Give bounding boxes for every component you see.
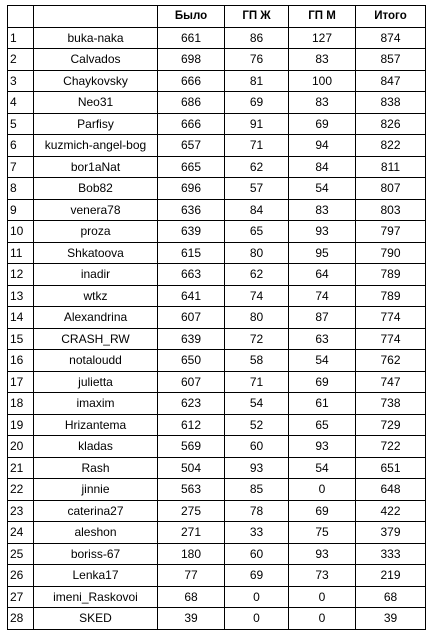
cell-gp-m: 69 — [289, 113, 356, 135]
cell-num: 16 — [8, 350, 34, 372]
cell-num: 25 — [8, 543, 34, 565]
table-row — [8, 242, 426, 264]
cell-total: 648 — [356, 479, 426, 501]
table-row — [8, 307, 426, 329]
cell-total: 811 — [356, 156, 426, 178]
table-row — [8, 70, 426, 92]
table-row — [8, 414, 426, 436]
cell-total: 789 — [356, 285, 426, 307]
table-row — [8, 221, 426, 243]
cell-gp-zh: 54 — [225, 393, 289, 415]
cell-gp-zh: 72 — [225, 328, 289, 350]
cell-num: 23 — [8, 500, 34, 522]
cell-gp-zh: 69 — [225, 565, 289, 587]
cell-was: 68 — [158, 586, 225, 608]
cell-num: 8 — [8, 178, 34, 200]
table-row — [8, 565, 426, 587]
cell-gp-m: 93 — [289, 221, 356, 243]
cell-name: Neo31 — [34, 92, 158, 114]
cell-gp-zh: 52 — [225, 414, 289, 436]
cell-gp-m: 54 — [289, 457, 356, 479]
cell-name: Lenka17 — [34, 565, 158, 587]
cell-total: 729 — [356, 414, 426, 436]
cell-was: 504 — [158, 457, 225, 479]
cell-total: 747 — [356, 371, 426, 393]
cell-was: 623 — [158, 393, 225, 415]
cell-total: 422 — [356, 500, 426, 522]
cell-gp-zh: 86 — [225, 27, 289, 49]
cell-total: 68 — [356, 586, 426, 608]
cell-was: 657 — [158, 135, 225, 157]
cell-total: 774 — [356, 307, 426, 329]
cell-gp-zh: 58 — [225, 350, 289, 372]
cell-total: 838 — [356, 92, 426, 114]
cell-gp-zh: 74 — [225, 285, 289, 307]
cell-name: buka-naka — [34, 27, 158, 49]
cell-gp-zh: 60 — [225, 543, 289, 565]
cell-total: 857 — [356, 49, 426, 71]
table-row — [8, 156, 426, 178]
cell-gp-m: 0 — [289, 479, 356, 501]
cell-gp-m: 84 — [289, 156, 356, 178]
cell-name: imeni_Raskovoi — [34, 586, 158, 608]
table-row — [8, 543, 426, 565]
cell-gp-zh: 76 — [225, 49, 289, 71]
cell-name: Hrizantema — [34, 414, 158, 436]
cell-num: 27 — [8, 586, 34, 608]
results-table — [7, 5, 426, 630]
cell-was: 563 — [158, 479, 225, 501]
cell-name: Parfisy — [34, 113, 158, 135]
cell-total: 39 — [356, 608, 426, 630]
cell-name: Chaykovsky — [34, 70, 158, 92]
cell-was: 665 — [158, 156, 225, 178]
header-name — [34, 6, 158, 28]
cell-total: 822 — [356, 135, 426, 157]
cell-was: 275 — [158, 500, 225, 522]
table-row — [8, 436, 426, 458]
cell-gp-m: 74 — [289, 285, 356, 307]
table-row — [8, 371, 426, 393]
cell-gp-m: 94 — [289, 135, 356, 157]
table-row — [8, 27, 426, 49]
cell-name: notaloudd — [34, 350, 158, 372]
cell-name: inadir — [34, 264, 158, 286]
cell-name: aleshon — [34, 522, 158, 544]
cell-num: 6 — [8, 135, 34, 157]
table-row — [8, 457, 426, 479]
cell-num: 2 — [8, 49, 34, 71]
cell-gp-m: 54 — [289, 350, 356, 372]
cell-num: 15 — [8, 328, 34, 350]
cell-was: 569 — [158, 436, 225, 458]
cell-gp-m: 95 — [289, 242, 356, 264]
table-row — [8, 199, 426, 221]
cell-gp-m: 83 — [289, 199, 356, 221]
cell-was: 641 — [158, 285, 225, 307]
cell-was: 615 — [158, 242, 225, 264]
cell-total: 790 — [356, 242, 426, 264]
cell-total: 803 — [356, 199, 426, 221]
cell-name: julietta — [34, 371, 158, 393]
cell-num: 17 — [8, 371, 34, 393]
cell-was: 661 — [158, 27, 225, 49]
cell-gp-m: 65 — [289, 414, 356, 436]
table-row — [8, 586, 426, 608]
cell-total: 774 — [356, 328, 426, 350]
cell-num: 26 — [8, 565, 34, 587]
cell-gp-m: 54 — [289, 178, 356, 200]
cell-num: 4 — [8, 92, 34, 114]
header-total: Итого — [356, 6, 426, 28]
header-was: Было — [158, 6, 225, 28]
cell-gp-m: 75 — [289, 522, 356, 544]
cell-total: 722 — [356, 436, 426, 458]
cell-name: kuzmich-angel-bog — [34, 135, 158, 157]
cell-was: 698 — [158, 49, 225, 71]
cell-name: Alexandrina — [34, 307, 158, 329]
cell-total: 797 — [356, 221, 426, 243]
cell-was: 666 — [158, 113, 225, 135]
cell-gp-zh: 62 — [225, 156, 289, 178]
cell-gp-zh: 71 — [225, 135, 289, 157]
cell-total: 333 — [356, 543, 426, 565]
table-row — [8, 479, 426, 501]
cell-gp-m: 127 — [289, 27, 356, 49]
cell-num: 13 — [8, 285, 34, 307]
cell-num: 19 — [8, 414, 34, 436]
header-gp-zh: ГП Ж — [225, 6, 289, 28]
table-row — [8, 113, 426, 135]
header-gp-m: ГП М — [289, 6, 356, 28]
table-header — [8, 6, 426, 28]
table-row — [8, 135, 426, 157]
cell-gp-m: 0 — [289, 608, 356, 630]
cell-gp-zh: 80 — [225, 242, 289, 264]
cell-gp-zh: 85 — [225, 479, 289, 501]
cell-gp-zh: 60 — [225, 436, 289, 458]
cell-num: 9 — [8, 199, 34, 221]
cell-gp-m: 93 — [289, 436, 356, 458]
cell-name: kladas — [34, 436, 158, 458]
cell-total: 826 — [356, 113, 426, 135]
cell-total: 651 — [356, 457, 426, 479]
cell-gp-zh: 0 — [225, 608, 289, 630]
cell-name: Calvados — [34, 49, 158, 71]
cell-was: 686 — [158, 92, 225, 114]
table-row — [8, 522, 426, 544]
cell-name: CRASH_RW — [34, 328, 158, 350]
cell-num: 21 — [8, 457, 34, 479]
cell-gp-zh: 0 — [225, 586, 289, 608]
cell-name: bor1aNat — [34, 156, 158, 178]
cell-name: Bob82 — [34, 178, 158, 200]
cell-was: 271 — [158, 522, 225, 544]
cell-was: 607 — [158, 307, 225, 329]
cell-name: wtkz — [34, 285, 158, 307]
cell-num: 11 — [8, 242, 34, 264]
cell-name: boriss-67 — [34, 543, 158, 565]
cell-num: 1 — [8, 27, 34, 49]
cell-gp-zh: 91 — [225, 113, 289, 135]
cell-total: 789 — [356, 264, 426, 286]
cell-gp-m: 69 — [289, 500, 356, 522]
table-row — [8, 264, 426, 286]
cell-was: 639 — [158, 328, 225, 350]
cell-gp-zh: 81 — [225, 70, 289, 92]
cell-gp-m: 63 — [289, 328, 356, 350]
cell-gp-m: 100 — [289, 70, 356, 92]
cell-gp-zh: 69 — [225, 92, 289, 114]
cell-num: 20 — [8, 436, 34, 458]
cell-was: 666 — [158, 70, 225, 92]
cell-gp-m: 87 — [289, 307, 356, 329]
cell-num: 14 — [8, 307, 34, 329]
cell-num: 24 — [8, 522, 34, 544]
cell-was: 607 — [158, 371, 225, 393]
table-row — [8, 285, 426, 307]
cell-num: 18 — [8, 393, 34, 415]
cell-total: 807 — [356, 178, 426, 200]
cell-gp-zh: 71 — [225, 371, 289, 393]
cell-num: 28 — [8, 608, 34, 630]
cell-gp-zh: 78 — [225, 500, 289, 522]
cell-total: 379 — [356, 522, 426, 544]
cell-gp-zh: 84 — [225, 199, 289, 221]
cell-gp-zh: 65 — [225, 221, 289, 243]
cell-name: jinnie — [34, 479, 158, 501]
cell-total: 874 — [356, 27, 426, 49]
cell-name: Rash — [34, 457, 158, 479]
cell-num: 7 — [8, 156, 34, 178]
cell-was: 39 — [158, 608, 225, 630]
cell-gp-m: 64 — [289, 264, 356, 286]
cell-was: 696 — [158, 178, 225, 200]
cell-gp-m: 61 — [289, 393, 356, 415]
header-row — [8, 6, 426, 28]
table-row — [8, 500, 426, 522]
table-row — [8, 393, 426, 415]
cell-gp-zh: 33 — [225, 522, 289, 544]
table-row — [8, 608, 426, 630]
cell-gp-zh: 57 — [225, 178, 289, 200]
cell-total: 219 — [356, 565, 426, 587]
cell-num: 12 — [8, 264, 34, 286]
cell-total: 847 — [356, 70, 426, 92]
cell-gp-zh: 62 — [225, 264, 289, 286]
cell-gp-m: 73 — [289, 565, 356, 587]
cell-name: caterina27 — [34, 500, 158, 522]
cell-name: imaxim — [34, 393, 158, 415]
cell-was: 636 — [158, 199, 225, 221]
table-row — [8, 49, 426, 71]
cell-num: 22 — [8, 479, 34, 501]
table-row — [8, 350, 426, 372]
cell-total: 762 — [356, 350, 426, 372]
cell-name: venera78 — [34, 199, 158, 221]
table-row — [8, 328, 426, 350]
cell-gp-m: 0 — [289, 586, 356, 608]
cell-gp-zh: 93 — [225, 457, 289, 479]
header-num — [8, 6, 34, 28]
cell-gp-zh: 80 — [225, 307, 289, 329]
cell-was: 612 — [158, 414, 225, 436]
cell-was: 663 — [158, 264, 225, 286]
cell-num: 5 — [8, 113, 34, 135]
cell-name: Shkatoova — [34, 242, 158, 264]
cell-total: 738 — [356, 393, 426, 415]
cell-gp-m: 83 — [289, 92, 356, 114]
cell-was: 650 — [158, 350, 225, 372]
cell-num: 10 — [8, 221, 34, 243]
table-row — [8, 178, 426, 200]
cell-gp-m: 83 — [289, 49, 356, 71]
cell-gp-m: 93 — [289, 543, 356, 565]
results-sheet — [7, 5, 426, 630]
table-row — [8, 92, 426, 114]
cell-gp-m: 69 — [289, 371, 356, 393]
table-body — [8, 27, 426, 629]
cell-was: 639 — [158, 221, 225, 243]
cell-was: 180 — [158, 543, 225, 565]
cell-name: SKED — [34, 608, 158, 630]
cell-num: 3 — [8, 70, 34, 92]
cell-was: 77 — [158, 565, 225, 587]
cell-name: proza — [34, 221, 158, 243]
